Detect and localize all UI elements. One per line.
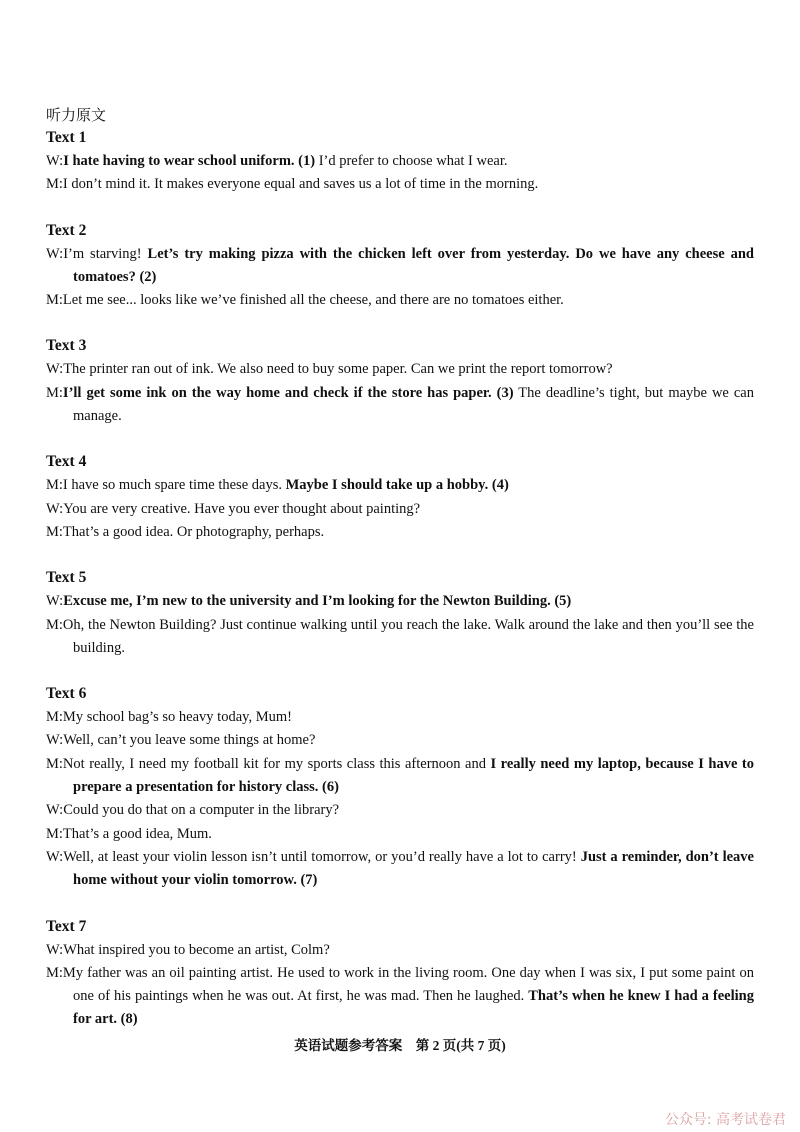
- speaker-label: M:: [46, 384, 63, 401]
- section-title: Text 3: [46, 337, 87, 355]
- dialogue-text: You are very creative. Have you ever thought about painting?: [63, 500, 421, 517]
- speaker-label: M:: [46, 709, 63, 726]
- dialogue-text: My father was an oil painting artist. He used to work in the living room. One day when I was six, I put some paint on one of his paintings when he was out. At first, he was mad. Then he laughed.: [62, 964, 754, 1005]
- answer-highlight-text: Just a reminder, don’t leave home without your violin tomorrow. (7): [73, 848, 754, 889]
- text-section: [46, 126, 754, 197]
- text-section: [46, 334, 754, 428]
- dialogue-text: The deadline’s tight, but maybe we can manage.: [73, 384, 754, 425]
- dialogue-line: [46, 521, 754, 544]
- speaker-label: W:: [46, 500, 64, 517]
- speaker-label: W:: [46, 361, 64, 378]
- speaker-label: M:: [46, 176, 63, 193]
- dialogue-text: My school bag’s so heavy today, Mum!: [62, 709, 292, 726]
- page-footer: 英语试题参考答案 第 2 页(共 7 页): [294, 1038, 506, 1053]
- speaker-label: M:: [46, 477, 63, 494]
- text-section: [46, 566, 754, 660]
- dialogue-text: Well, at least your violin lesson isn’t until tomorrow, or you’d really have a lot to carry!: [63, 848, 581, 865]
- text-section: [46, 915, 754, 1032]
- dialogue-text: The printer ran out of ink. We also need to buy some paper. Can we print the report tomorrow?: [63, 361, 613, 378]
- speaker-label: M:: [46, 825, 63, 842]
- answer-highlight-text: Let’s try making pizza with the chicken left over from yesterday. Do we have any cheese and tomatoes? (2): [73, 245, 754, 285]
- dialogue-text: Let me see... looks like we’ve finished all the cheese, and there are no tomatoes either.: [62, 292, 564, 309]
- dialogue-text: I’m starving!: [63, 245, 148, 262]
- dialogue-line: [46, 590, 754, 613]
- dialogue-line: [46, 939, 754, 962]
- section-title: Text 1: [46, 129, 87, 146]
- dialogue-line: [46, 799, 754, 822]
- speaker-label: M:: [46, 616, 63, 633]
- answer-highlight-text: I’ll get some ink on the way home and check if the store has paper. (3): [62, 384, 514, 401]
- dialogue-line: [46, 706, 754, 729]
- speaker-label: M:: [46, 964, 63, 981]
- answer-highlight-text: Maybe I should take up a hobby. (4): [285, 477, 509, 494]
- dialogue-line: [46, 243, 754, 290]
- section-title: Text 6: [46, 685, 87, 703]
- transcript-content: [46, 126, 754, 1054]
- speaker-label: M:: [46, 755, 63, 772]
- dialogue-text: I don’t mind it. It makes everyone equal and saves us a lot of time in the morning.: [62, 176, 539, 193]
- dialogue-line: [46, 614, 754, 661]
- speaker-label: W:: [46, 593, 64, 610]
- speaker-label: W:: [46, 732, 64, 749]
- dialogue-text: I have so much spare time these days.: [62, 477, 286, 494]
- dialogue-line: [46, 823, 754, 846]
- dialogue-line: [46, 753, 754, 800]
- section-title: Text 5: [46, 569, 87, 587]
- page-heading: 听力原文: [46, 106, 107, 124]
- text-section: [46, 682, 754, 892]
- speaker-label: W:: [46, 941, 64, 958]
- dialogue-line: [46, 498, 754, 521]
- dialogue-line: [46, 150, 754, 173]
- watermark-text: 公众号: 高考试卷君: [664, 1112, 786, 1128]
- dialogue-line: [46, 382, 754, 429]
- dialogue-line: [46, 289, 754, 312]
- dialogue-line: [46, 173, 754, 196]
- answer-highlight-text: Excuse me, I’m new to the university and I’m looking for the Newton Building. (5): [63, 593, 572, 610]
- dialogue-text: What inspired you to become an artist, Colm?: [63, 941, 330, 958]
- text-section: [46, 450, 754, 544]
- dialogue-line: [46, 729, 754, 752]
- answer-highlight-text: That’s when he knew I had a feeling for art. (8): [73, 988, 754, 1028]
- answer-highlight-text: I hate having to wear school uniform. (1): [63, 153, 316, 169]
- section-title: Text 7: [46, 917, 87, 935]
- dialogue-text: That’s a good idea, Mum.: [62, 825, 212, 842]
- speaker-label: W:: [46, 848, 64, 865]
- dialogue-line: [46, 962, 754, 1032]
- dialogue-line: [46, 358, 754, 381]
- text-section: [46, 219, 754, 313]
- speaker-label: W:: [46, 245, 64, 262]
- answer-highlight-text: I really need my laptop, because I have to prepare a presentation for history class. (6): [73, 755, 754, 796]
- dialogue-line: [46, 846, 754, 893]
- speaker-label: M:: [46, 523, 63, 540]
- dialogue-text: I’d prefer to choose what I wear.: [315, 153, 508, 169]
- speaker-label: M:: [46, 292, 63, 309]
- speaker-label: W:: [46, 153, 64, 169]
- section-title: Text 4: [46, 453, 87, 471]
- section-title: Text 2: [46, 221, 87, 239]
- dialogue-text: Could you do that on a computer in the library?: [63, 802, 340, 819]
- dialogue-text: Oh, the Newton Building? Just continue walking until you reach the lake. Walk around the lake and then you’ll see the building.: [62, 616, 754, 656]
- dialogue-line: [46, 474, 754, 497]
- speaker-label: W:: [46, 802, 64, 819]
- dialogue-text: Not really, I need my football kit for my sports class this afternoon and: [62, 755, 491, 772]
- dialogue-text: That’s a good idea. Or photography, perhaps.: [62, 523, 325, 540]
- dialogue-text: Well, can’t you leave some things at home?: [63, 732, 316, 749]
